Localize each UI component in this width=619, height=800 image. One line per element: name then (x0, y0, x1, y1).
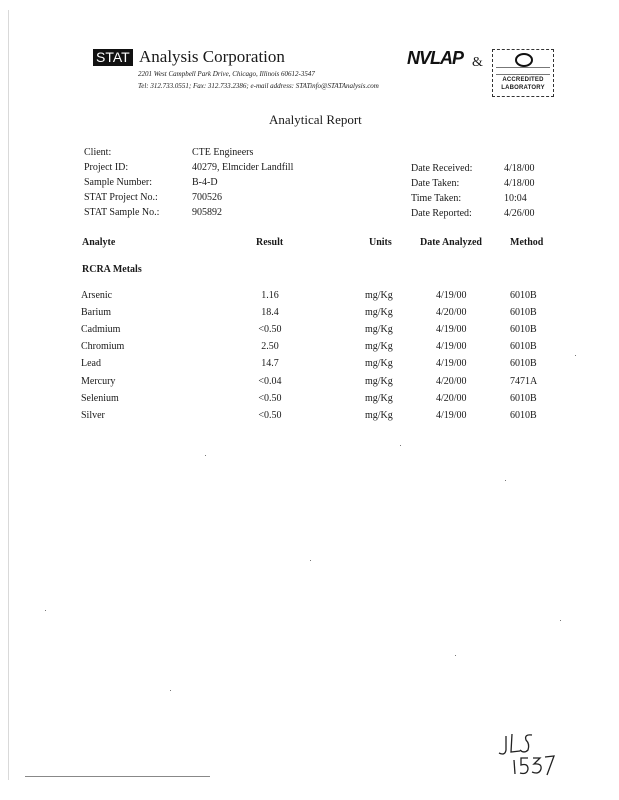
method-cell: 6010B (510, 307, 537, 318)
stat-logo: STAT (93, 49, 133, 66)
sample-number-value: B-4-D (192, 177, 218, 188)
method-cell: 6010B (510, 358, 537, 369)
company-contact: Tel: 312.733.0551; Fax: 312.733.2386; e-mail address: STATinfo@STATAnalysis.com (138, 82, 379, 90)
units-cell: mg/Kg (365, 410, 393, 421)
date-reported-value: 4/26/00 (504, 208, 535, 219)
method-cell: 6010B (510, 324, 537, 335)
result-cell: <0.50 (258, 393, 282, 404)
date-cell: 4/20/00 (436, 393, 467, 404)
units-cell: mg/Kg (365, 341, 393, 352)
analyte-cell: Arsenic (81, 290, 113, 301)
header-analyte: Analyte (82, 237, 116, 248)
table-row (0, 393, 619, 407)
client-label: Client: (84, 147, 112, 158)
result-cell: <0.50 (258, 410, 282, 421)
scan-speck (310, 560, 311, 561)
handwritten-initials (492, 728, 572, 778)
table-row (0, 410, 619, 424)
scan-speck (455, 655, 456, 656)
scan-speck (45, 610, 46, 611)
units-cell: mg/Kg (365, 290, 393, 301)
result-cell: 1.16 (261, 290, 279, 301)
scan-speck (560, 620, 561, 621)
section-rcra-metals: RCRA Metals (82, 264, 142, 275)
scan-edge-bottom (25, 776, 210, 777)
table-row (0, 376, 619, 390)
result-cell: 14.7 (261, 358, 279, 369)
date-cell: 4/19/00 (436, 324, 467, 335)
header-units: Units (369, 237, 392, 248)
method-cell: 6010B (510, 410, 537, 421)
stat-project-label: STAT Project No.: (84, 192, 158, 203)
time-taken-label: Time Taken: (411, 193, 462, 204)
method-cell: 6010B (510, 341, 537, 352)
seal-emblem-icon (515, 53, 533, 67)
date-cell: 4/19/00 (436, 290, 467, 301)
sample-number-label: Sample Number: (84, 177, 153, 188)
scan-speck (170, 690, 171, 691)
company-address: 2201 West Campbell Park Drive, Chicago, Illinois 60612-3547 (138, 70, 315, 78)
header-date-analyzed: Date Analyzed (420, 237, 482, 248)
scan-speck (400, 445, 401, 446)
project-id-label: Project ID: (84, 162, 129, 173)
date-cell: 4/20/00 (436, 376, 467, 387)
table-row (0, 324, 619, 338)
table-row (0, 341, 619, 355)
seal-fine-print (496, 67, 550, 75)
analyte-cell: Barium (81, 307, 111, 318)
date-received-label: Date Received: (411, 163, 473, 174)
time-taken-value: 10:04 (504, 193, 527, 204)
table-row (0, 290, 619, 304)
result-cell: 18.4 (261, 307, 279, 318)
date-cell: 4/19/00 (436, 410, 467, 421)
date-cell: 4/20/00 (436, 307, 467, 318)
page-title: Analytical Report (269, 112, 362, 127)
scan-speck (205, 455, 206, 456)
analyte-cell: Chromium (81, 341, 125, 352)
date-taken-label: Date Taken: (411, 178, 460, 189)
date-received-value: 4/18/00 (504, 163, 535, 174)
date-taken-value: 4/18/00 (504, 178, 535, 189)
method-cell: 7471A (510, 376, 538, 387)
analyte-cell: Cadmium (81, 324, 121, 335)
company-name: Analysis Corporation (139, 47, 285, 66)
date-cell: 4/19/00 (436, 358, 467, 369)
stat-sample-label: STAT Sample No.: (84, 207, 160, 218)
units-cell: mg/Kg (365, 358, 393, 369)
table-row (0, 358, 619, 372)
scan-speck (575, 355, 576, 356)
header-result: Result (256, 237, 284, 248)
method-cell: 6010B (510, 393, 537, 404)
units-cell: mg/Kg (365, 324, 393, 335)
units-cell: mg/Kg (365, 376, 393, 387)
header-method: Method (510, 237, 544, 248)
units-cell: mg/Kg (365, 393, 393, 404)
table-row (0, 307, 619, 321)
scan-speck (505, 480, 506, 481)
date-cell: 4/19/00 (436, 341, 467, 352)
result-cell: <0.50 (258, 324, 282, 335)
method-cell: 6010B (510, 290, 537, 301)
result-cell: <0.04 (258, 376, 282, 387)
analyte-cell: Selenium (81, 393, 119, 404)
analyte-cell: Mercury (81, 376, 116, 387)
stat-project-value: 700526 (192, 192, 222, 203)
units-cell: mg/Kg (365, 307, 393, 318)
nvlap-logo: NVLAP (407, 48, 464, 68)
date-reported-label: Date Reported: (411, 208, 472, 219)
client-value: CTE Engineers (192, 147, 254, 158)
ampersand: & (472, 55, 483, 70)
project-id-value: 40279, Elmcider Landfill (192, 162, 294, 173)
result-cell: 2.50 (261, 341, 279, 352)
seal-text: ACCREDITED LABORATORY (501, 77, 545, 91)
analyte-cell: Silver (81, 410, 105, 421)
stat-sample-value: 905892 (192, 207, 222, 218)
analyte-cell: Lead (81, 358, 101, 369)
accredited-laboratory-seal (492, 49, 554, 97)
